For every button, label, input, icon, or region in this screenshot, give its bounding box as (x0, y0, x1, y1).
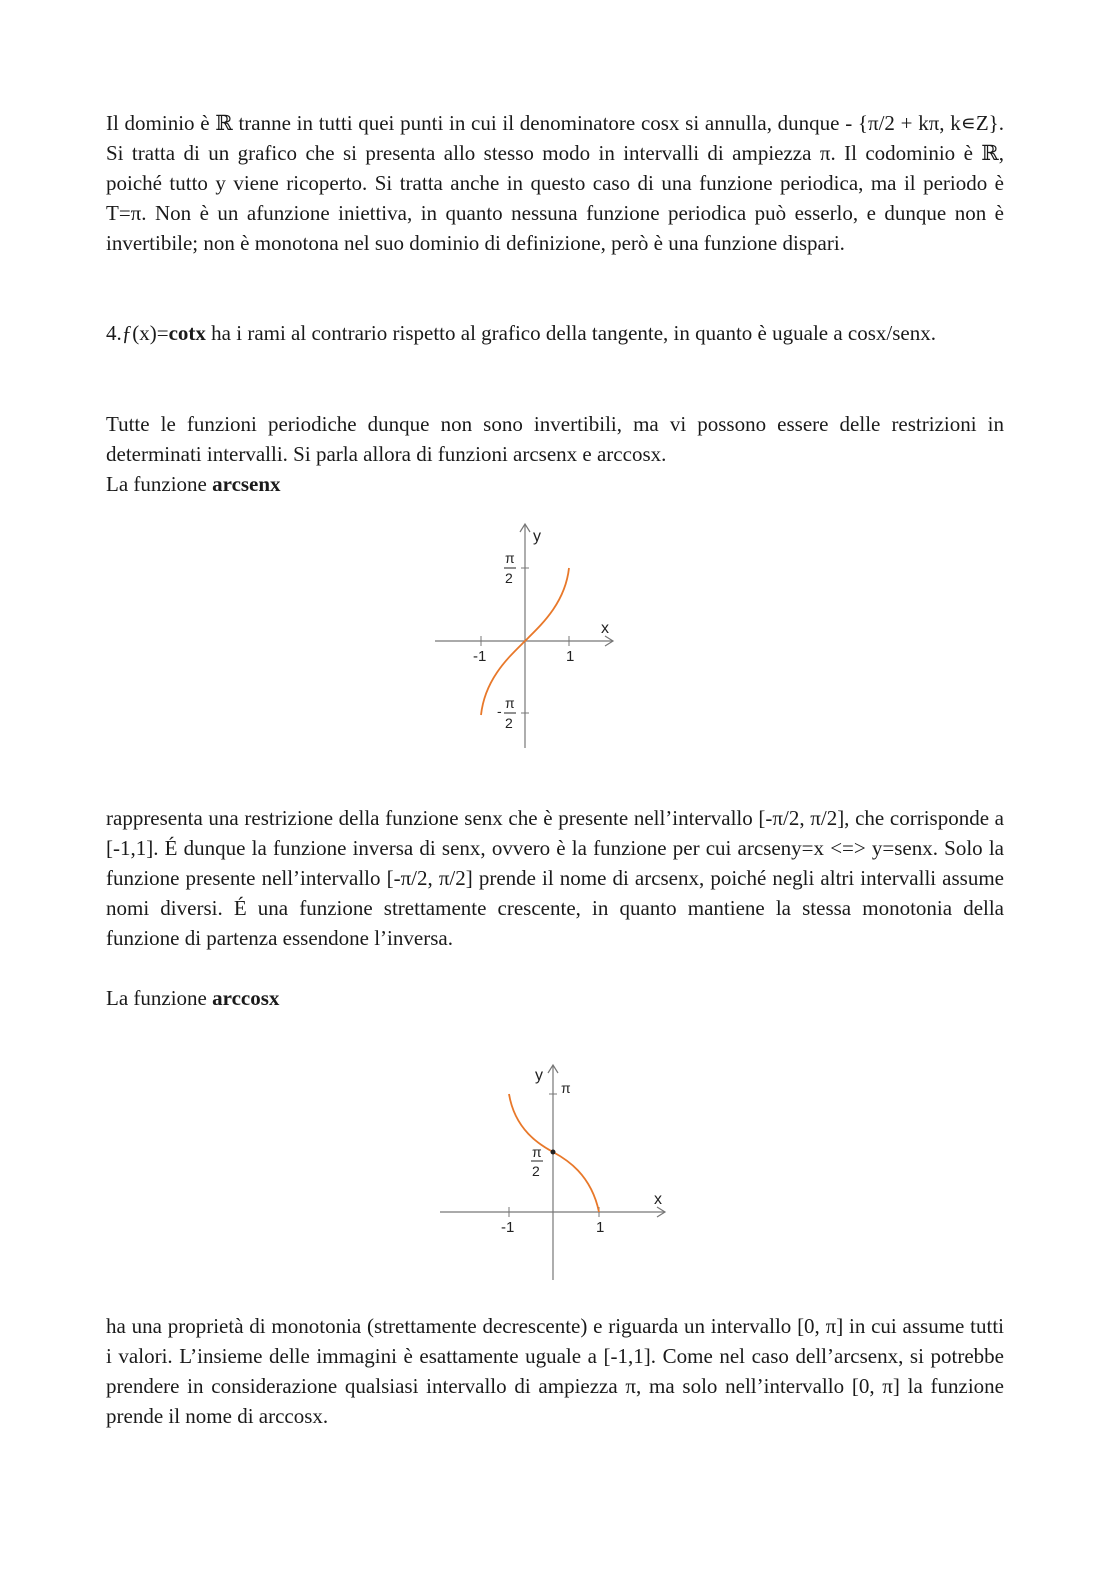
paragraph-cotangent (106, 318, 1004, 348)
heading-arccosx (106, 983, 279, 1013)
heading-arccosx-prefix: La funzione (106, 986, 213, 1010)
y-tick-bottom-num: π (505, 695, 515, 711)
arcsenx-graph (425, 518, 625, 753)
y-tick-top-num: π (505, 550, 515, 566)
paragraph-periodic-restrictions: Tutte le funzioni periodiche dunque non sono invertibili, ma vi possono essere delle restrizioni in determinati intervalli. Si parla allora di funzioni arcsenx e arccosx. (106, 412, 1004, 466)
heading-arccosx-bold: arccosx (212, 986, 280, 1010)
x-axis-label: x (654, 1191, 662, 1208)
cot-formula-bold: cotx (168, 321, 206, 345)
y-axis-label: y (533, 528, 541, 545)
y-tick-bottom-minus: - (497, 703, 502, 719)
y-tick-mid-num: π (532, 1144, 542, 1160)
paragraph-arccosx-description: ha una proprietà di monotonia (strettamente decrescente) e riguarda un intervallo [0, π] in cui assume tutti i valori. L’insieme delle immagini è esattamente uguale a [-1,1]. Come nel caso dell’arcsenx, si potrebbe prendere in considerazione qualsiasi intervallo di ampiezza π, ma solo nell’intervallo [0, π] la funzione prende il nome di arccosx. (106, 1314, 1004, 1428)
x-axis-label: x (601, 620, 609, 637)
cot-formula-prefix: 4.ƒ(x)= (106, 321, 169, 345)
heading-arcsenx-prefix: La funzione (106, 472, 213, 496)
y-axis-label: y (535, 1067, 543, 1084)
y-intercept-point (551, 1150, 556, 1155)
x-tick-neg-label: -1 (473, 648, 487, 665)
x-tick-pos-label: 1 (566, 648, 575, 665)
y-tick-top-den: 2 (505, 570, 513, 586)
paragraph-tangent-domain: Il dominio è ℝ tranne in tutti quei punti in cui il denominatore cosx si annulla, dunque - {π/2 + kπ, k∊Z}. Si tratta di un grafico che si presenta allo stesso modo in intervalli di ampiezza π. Il codominio è ℝ, poiché tutto y viene ricoperto. Si tratta anche in questo caso di una funzione periodica, ma il periodo è T=π. Non è un afunzione iniettiva, in quanto nessuna funzione periodica può esserlo, e dunque non è invertibile; non è monotona nel suo dominio di definizione, però è una funzione dispari. (106, 111, 1004, 255)
paragraph-arcsenx-description: rappresenta una restrizione della funzione senx che è presente nell’intervallo [-π/2, π/2], che corrisponde a [-1,1]. É dunque la funzione inversa di senx, ovvero è la funzione per cui arcseny=x <=> y=senx. Solo la funzione presente nell’intervallo [-π/2, π/2] prende il nome di arcsenx, poiché negli altri intervalli assume nomi diversi. É una funzione strettamente crescente, in quanto mantiene la stessa monotonia della funzione di partenza essendone l’inversa. (106, 806, 1004, 950)
heading-arcsenx (106, 469, 281, 499)
x-tick-pos-label: 1 (596, 1219, 605, 1236)
heading-arcsenx-bold: arcsenx (212, 472, 281, 496)
arccosx-graph (430, 1055, 675, 1285)
y-tick-top-label: π (561, 1080, 571, 1096)
y-tick-mid-den: 2 (532, 1163, 540, 1179)
cot-description: ha i rami al contrario rispetto al grafico della tangente, in quanto è uguale a cosx/senx. (205, 321, 936, 345)
y-tick-bottom-den: 2 (505, 715, 513, 731)
x-tick-neg-label: -1 (501, 1219, 515, 1236)
